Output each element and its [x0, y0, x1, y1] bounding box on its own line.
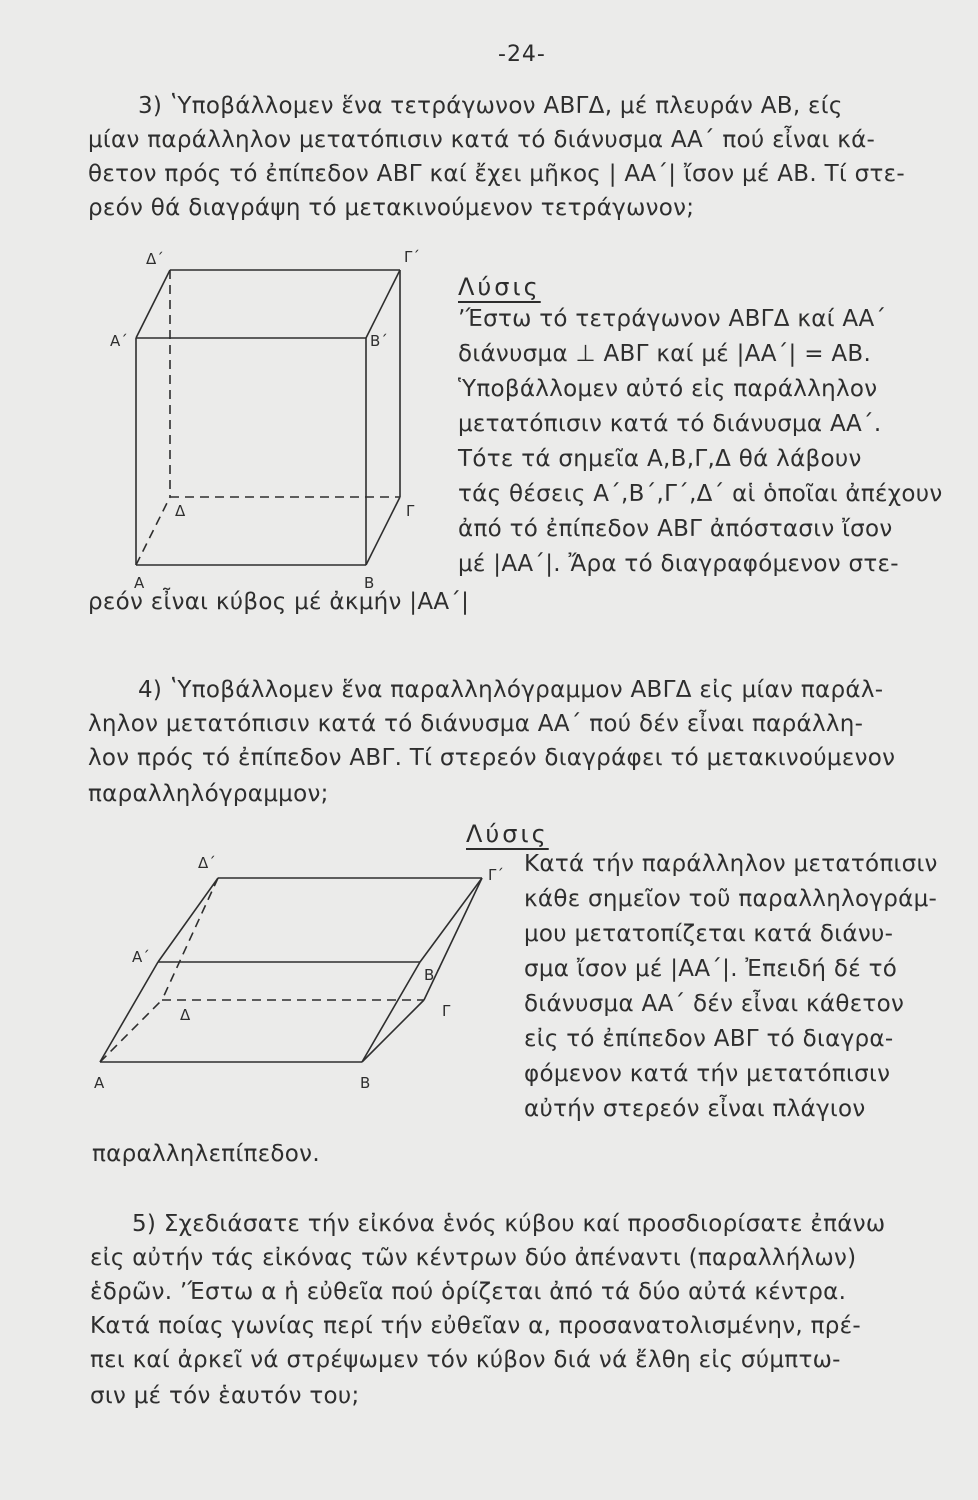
- problem4-line-3: λον πρός τό ἐπίπεδον ΑΒΓ. Τί στερεόν διαγράφει τό μετακινούμενον: [88, 745, 896, 771]
- prism-label-g: Γ: [442, 1002, 451, 1020]
- prism-label-a-prime: Α΄: [132, 948, 150, 966]
- problem3-line-3: θετον πρός τό ἐπίπεδον ΑΒΓ καί ἔχει μῆκος | ΑΑ΄| ἴσον μέ ΑΒ. Τί στε-: [88, 161, 906, 187]
- prism-label-b-prime: Β΄: [424, 966, 442, 984]
- problem3-solution-line-3: Ὑποβάλλομεν αὐτό εἰς παράλληλον: [458, 376, 878, 402]
- cube-label-b: Β: [364, 574, 375, 592]
- prism-label-d-prime: Δ΄: [198, 854, 216, 872]
- cube-label-g: Γ: [406, 502, 415, 520]
- problem3-solution-line-7: ἀπό τό ἐπίπεδον ΑΒΓ ἀπόστασιν ἴσον: [458, 516, 893, 542]
- problem3-solution-line-1: ʼΈστω τό τετράγωνον ΑΒΓΔ καί ΑΑ΄: [458, 306, 887, 332]
- problem5-line-5: πει καί ἀρκεῖ νά στρέψωμεν τόν κύβον διά νά ἔλθη εἰς σύμπτω-: [90, 1347, 841, 1373]
- prism-edge-top-right: [420, 878, 482, 962]
- cube-label-g-prime: Γ΄: [404, 248, 420, 266]
- cube-label-a-prime: Α΄: [110, 332, 128, 350]
- problem4-solution-line-5: διάνυσμα ΑΑ΄ δέν εἶναι κάθετον: [524, 991, 905, 1017]
- cube-label-a: Α: [134, 574, 145, 592]
- prism-label-d: Δ: [180, 1006, 191, 1024]
- problem4-closing-line: παραλληλεπίπεδον.: [92, 1141, 320, 1167]
- cube-label-d: Δ: [175, 502, 186, 520]
- problem3-solution-line-4: μετατόπισιν κατά τό διάνυσμα ΑΑ΄.: [458, 411, 882, 437]
- cube-label-b-prime: Β΄: [370, 332, 388, 350]
- problem3-closing-line: ρεόν εἶναι κύβος μέ ἀκμήν |ΑΑ΄|: [88, 589, 470, 615]
- problem4-solution-line-3: μου μετατοπίζεται κατά διάνυ-: [524, 921, 894, 947]
- problem4-solution-line-6: εἰς τό ἐπίπεδον ΑΒΓ τό διαγρα-: [524, 1026, 894, 1052]
- page-number: -24-: [498, 42, 546, 67]
- problem5-line-6: σιν μέ τόν ἑαυτόν του;: [90, 1383, 360, 1409]
- problem4-solution-line-4: σμα ἴσον μέ |ΑΑ΄|. Ἐπειδή δέ τό: [524, 956, 898, 982]
- prism-hidden-edge-lateral-d: [162, 878, 218, 1000]
- problem3-solution-line-2: διάνυσμα ⊥ ΑΒΓ καί μέ |ΑΑ΄| = ΑΒ.: [458, 341, 872, 367]
- prism-edge-top-left: [158, 878, 218, 962]
- problem4-line-1: 4) ʽΥποβάλλομεν ἕνα παραλληλόγραμμον ΑΒΓΔ εἰς μίαν παράλ-: [138, 677, 884, 703]
- problem3-solution-heading: Λύσις: [458, 273, 541, 301]
- problem4-solution-line-7: φόμενον κατά τήν μετατόπισιν: [524, 1061, 891, 1087]
- problem3-line-1: 3) ʽΥποβάλλομεν ἕνα τετράγωνον ΑΒΓΔ, μέ πλευράν ΑΒ, είς: [138, 93, 843, 119]
- problem5-line-4: Κατά ποίας γωνίας περί τήν εὐθεῖαν α, προσανατολισμένην, πρέ-: [90, 1313, 861, 1339]
- problem3-line-4: ρεόν θά διαγράψη τό μετακινούμενον τετράγωνον;: [88, 195, 695, 221]
- problem4-line-2: ληλον μετατόπισιν κατά τό διάνυσμα ΑΑ΄ πού δέν εἶναι παράλλη-: [88, 711, 864, 737]
- problem4-solution-line-8: αὐτήν στερεόν εἶναι πλάγιον: [524, 1096, 866, 1122]
- prism-label-a: Α: [94, 1074, 105, 1092]
- problem4-solution-heading: Λύσις: [466, 820, 549, 848]
- problem3-solution-line-6: τάς θέσεις Α΄,Β΄,Γ΄,Δ΄ αἱ ὁποῖαι ἀπέχουν: [458, 481, 943, 507]
- problem5-line-1: 5) Σχεδιάσατε τήν εἰκόνα ἑνός κύβου καί προσδιορίσατε ἐπάνω: [132, 1211, 886, 1237]
- problem4-line-4: παραλληλόγραμμον;: [88, 781, 329, 807]
- problem3-solution-line-5: Τότε τά σημεῖα Α,Β,Γ,Δ θά λάβουν: [458, 446, 862, 472]
- prism-edge-lateral-a: [100, 962, 158, 1062]
- prism-label-g-prime: Γ΄: [488, 866, 504, 884]
- problem4-solution-line-2: κάθε σημεῖον τοῦ παραλληλογράμ-: [524, 886, 938, 912]
- cube-label-d-prime: Δ΄: [146, 250, 164, 268]
- problem4-solution-line-1: Κατά τήν παράλληλον μετατόπισιν: [524, 851, 938, 877]
- problem3-solution-line-8: μέ |ΑΑ΄|. Ἄρα τό διαγραφόμενον στε-: [458, 551, 899, 577]
- problem5-line-2: εἰς αὐτήν τάς εἰκόνας τῶν κέντρων δύο ἀπέναντι (παραλλήλων): [90, 1245, 857, 1271]
- problem3-line-2: μίαν παράλληλον μετατόπισιν κατά τό διάνυσμα ΑΑ΄ πού εἶναι κά-: [88, 127, 876, 153]
- prism-label-b: Β: [360, 1074, 371, 1092]
- problem5-line-3: ἑδρῶν. ʼΈστω α ἡ εὐθεῖα πού ὁρίζεται ἀπό τά δύο αὐτά κέντρα.: [90, 1279, 847, 1305]
